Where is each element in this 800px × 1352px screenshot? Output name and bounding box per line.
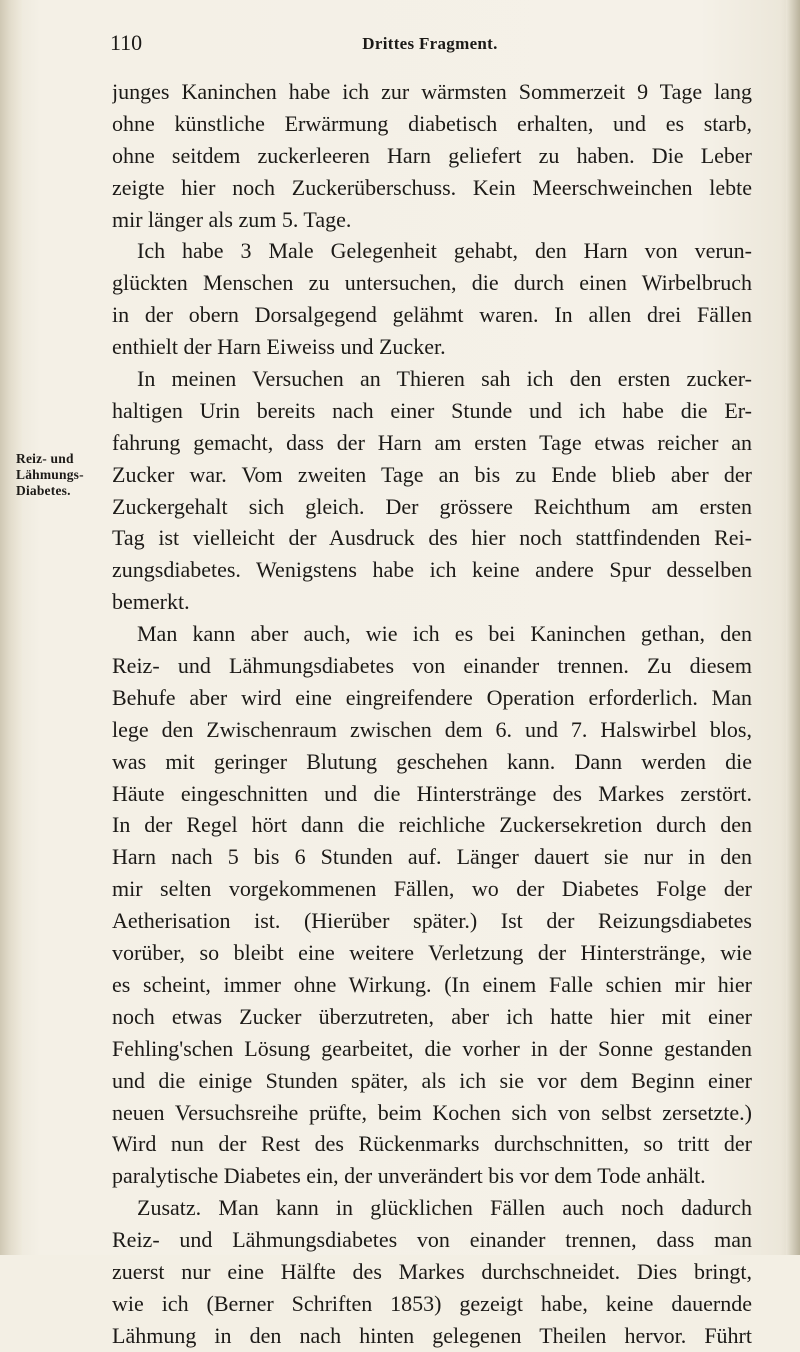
text-line: neuen Versuchsreihe prüfte, beim Kochen sich von selbst zersetzte.) bbox=[112, 1099, 752, 1125]
text-line: In der Regel hört dann die reichliche Zuckersekretion durch den bbox=[112, 812, 752, 838]
text-line: Man kann aber auch, wie ich es bei Kaninchen gethan, den bbox=[137, 621, 752, 647]
text-line: enthielt der Harn Eiweiss und Zucker. bbox=[112, 334, 446, 360]
body-text bbox=[112, 76, 752, 1352]
text-line: zungsdiabetes. Wenigstens habe ich keine andere Spur desselben bbox=[112, 557, 752, 583]
margin-note-line: Diabetes. bbox=[16, 483, 71, 498]
text-line: mir selten vorgekommenen Fällen, wo der Diabetes Folge der bbox=[112, 876, 752, 902]
text-line: noch etwas Zucker überzutreten, aber ich hatte hier mit einer bbox=[112, 1003, 752, 1029]
text-line: junges Kaninchen habe ich zur wärmsten Sommerzeit 9 Tage lang bbox=[112, 79, 752, 104]
text-line: und die einige Stunden später, als ich sie vor dem Beginn einer bbox=[112, 1067, 752, 1093]
text-line: In meinen Versuchen an Thieren sah ich den ersten zucker- bbox=[137, 366, 752, 392]
text-line: in der obern Dorsalgegend gelähmt waren. In allen drei Fällen bbox=[112, 302, 752, 328]
text-line: zuerst nur eine Hälfte des Markes durchschneidet. Dies bringt, bbox=[112, 1258, 752, 1284]
text-line: Wird nun der Rest des Rückenmarks durchschnitten, so tritt der bbox=[112, 1131, 752, 1157]
text-line: glückten Menschen zu untersuchen, die durch einen Wirbelbruch bbox=[112, 270, 752, 296]
margin-note-line: Lähmungs- bbox=[16, 467, 84, 482]
text-line: zeigte hier noch Zuckerüberschuss. Kein Meerschweinchen lebte bbox=[112, 174, 752, 200]
text-line: es scheint, immer ohne Wirkung. (In einem Falle schien mir hier bbox=[112, 971, 752, 997]
text-line: lege den Zwischenraum zwischen dem 6. und 7. Halswirbel blos, bbox=[112, 716, 752, 742]
text-line: Zuckergehalt sich gleich. Der grössere Reichthum am ersten bbox=[112, 493, 752, 519]
text-line: wie ich (Berner Schriften 1853) gezeigt habe, keine dauernde bbox=[112, 1290, 752, 1316]
text-line: bemerkt. bbox=[112, 589, 190, 615]
text-line: Tag ist vielleicht der Ausdruck des hier noch stattfindenden Rei- bbox=[112, 525, 752, 551]
text-line: mir länger als zum 5. Tage. bbox=[112, 206, 352, 232]
text-line: Lähmung in den nach hinten gelegenen Theilen hervor. Führt bbox=[112, 1322, 752, 1348]
text-line: fahrung gemacht, dass der Harn am ersten Tage etwas reicher an bbox=[112, 429, 752, 455]
page-right-edge bbox=[786, 0, 800, 1255]
text-line: Reiz- und Lähmungsdiabetes von einander trennen, dass man bbox=[112, 1227, 752, 1253]
text-line: Häute eingeschnitten und die Hinterstränge des Markes zerstört. bbox=[112, 780, 752, 806]
running-head: Drittes Fragment. bbox=[362, 34, 498, 53]
page-left-edge bbox=[0, 0, 22, 1255]
text-line: Behufe aber wird eine eingreifendere Operation erforderlich. Man bbox=[112, 684, 752, 710]
margin-note bbox=[16, 451, 106, 499]
text-line: was mit geringer Blutung geschehen kann. Dann werden die bbox=[112, 748, 752, 774]
text-line: Zucker war. Vom zweiten Tage an bis zu Ende blieb aber der bbox=[112, 461, 752, 487]
page-number: 110 bbox=[110, 30, 143, 55]
text-line: Reiz- und Lähmungsdiabetes von einander trennen. Zu diesem bbox=[112, 653, 752, 679]
page-header bbox=[110, 30, 750, 60]
text-line: ohne seitdem zuckerleeren Harn geliefert zu haben. Die Leber bbox=[112, 142, 752, 168]
margin-note-line: Reiz- und bbox=[16, 451, 74, 466]
text-line: Harn nach 5 bis 6 Stunden auf. Länger dauert sie nur in den bbox=[112, 844, 752, 870]
text-line: Fehling'schen Lösung gearbeitet, die vorher in der Sonne gestanden bbox=[112, 1035, 752, 1061]
text-line: Zusatz. Man kann in glücklichen Fällen auch noch dadurch bbox=[137, 1195, 752, 1221]
text-line: haltigen Urin bereits nach einer Stunde und ich habe die Er- bbox=[112, 397, 752, 423]
text-line: vorüber, so bleibt eine weitere Verletzung der Hinterstränge, wie bbox=[112, 940, 752, 966]
text-line: paralytische Diabetes ein, der unverändert bis vor dem Tode anhält. bbox=[112, 1163, 706, 1189]
text-line: Ich habe 3 Male Gelegenheit gehabt, den Harn von verun- bbox=[137, 238, 752, 264]
text-line: Aetherisation ist. (Hierüber später.) Ist der Reizungsdiabetes bbox=[112, 908, 752, 934]
text-line: ohne künstliche Erwärmung diabetisch erhalten, und es starb, bbox=[112, 110, 752, 136]
